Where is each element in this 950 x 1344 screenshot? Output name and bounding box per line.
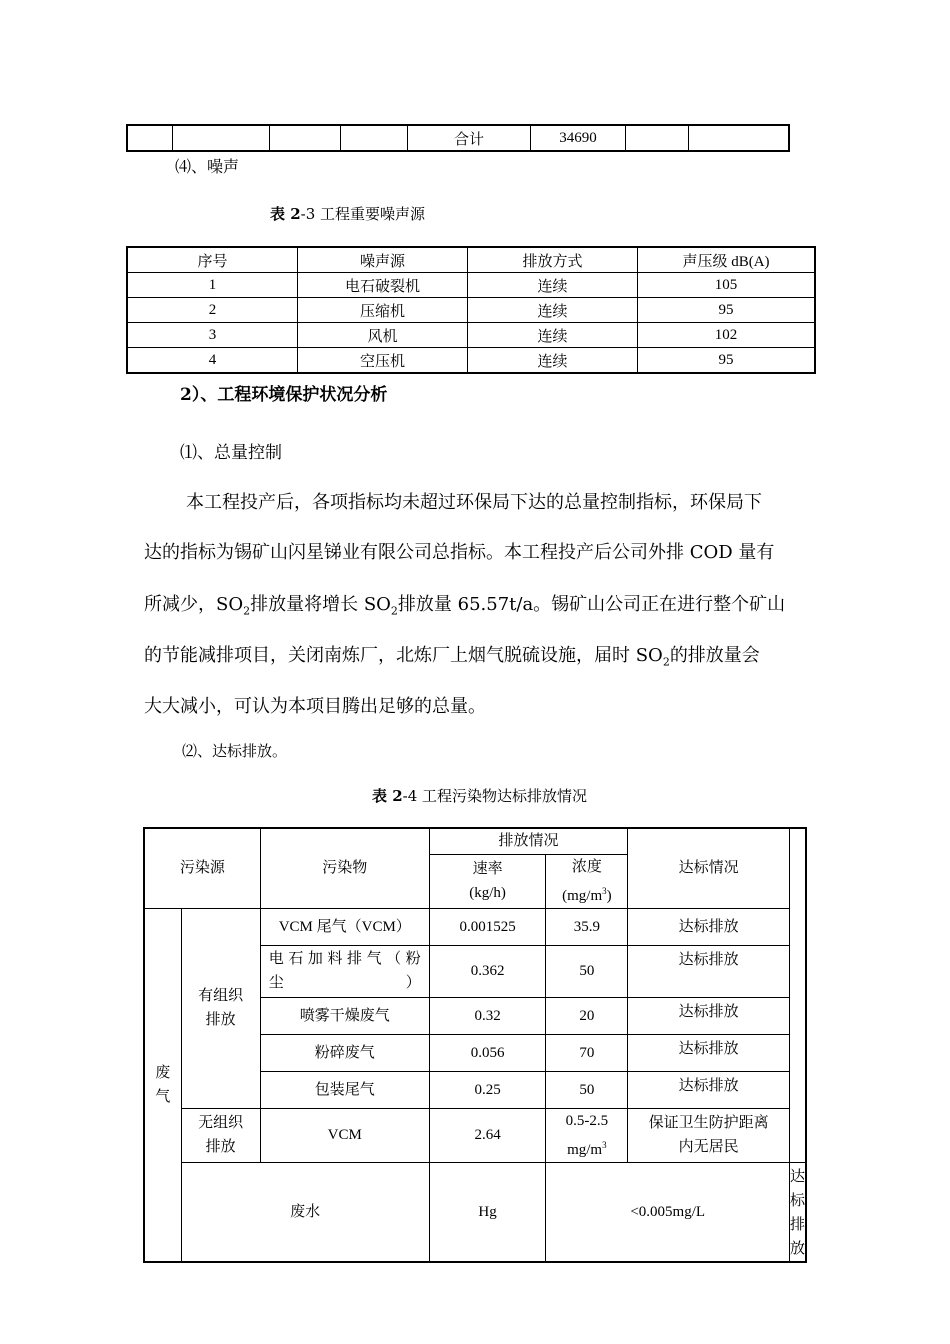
table-2-3-caption: 表 2-3 工程重要噪声源 — [270, 205, 426, 223]
table-cell: 喷雾干燥废气 — [260, 997, 429, 1034]
table-cell: 连续 — [468, 298, 638, 323]
header-cell: 声压级 dB(A) — [638, 247, 816, 273]
table-row — [144, 908, 806, 945]
table-row — [127, 298, 815, 323]
table-2-4-caption: 表 2-4 工程污染物达标排放情况 — [372, 787, 588, 805]
table-cell: 3 — [127, 323, 298, 348]
unorganized-cell: 无组织 排放 — [181, 1108, 260, 1162]
table-row — [127, 273, 815, 298]
table-cell: 空压机 — [298, 348, 468, 374]
table-cell: 连续 — [468, 273, 638, 298]
table-cell — [173, 125, 270, 151]
paragraph-line: 本工程投产后，各项指标均未超过环保局下达的总量控制指标，环保局下 — [186, 492, 762, 513]
table-cell: 50 — [546, 945, 628, 997]
table-cell: 达标排放 — [628, 1034, 790, 1071]
table-cell: 0.5-2.5 $mg/m^3$ — [546, 1108, 628, 1162]
table-header-row — [144, 828, 806, 854]
table-cell: 废水 — [181, 1162, 429, 1262]
table-cell: 达标排放 — [628, 945, 790, 997]
paragraph-line: 达的指标为锡矿山闪星锑业有限公司总指标。本工程投产后公司外排 COD 量有 — [144, 542, 775, 563]
table-cell: 达标排放 — [628, 1071, 790, 1108]
section-title: 2）、工程环境保护状况分析 — [180, 385, 388, 405]
table-cell: 电 石 加 料 排 气 （ 粉 尘） — [260, 945, 429, 997]
pollutant-compliance-table — [143, 827, 807, 1263]
table-cell: 2.64 — [429, 1108, 546, 1162]
table-cell: 粉碎废气 — [260, 1034, 429, 1071]
table-row — [144, 1108, 806, 1162]
table-cell — [689, 125, 790, 151]
organized-cell: 有组织 排放 — [181, 908, 260, 1108]
table-cell: 0.362 — [429, 945, 546, 997]
table-cell: 95 — [638, 298, 816, 323]
header-cell: 排放情况 — [429, 828, 628, 854]
table-cell: 风机 — [298, 323, 468, 348]
noise-heading: ⑷、噪声 — [175, 157, 240, 176]
table-cell: VCM — [260, 1108, 429, 1162]
table-cell: 连续 — [468, 323, 638, 348]
table-cell — [626, 125, 689, 151]
header-cell: 排放方式 — [468, 247, 638, 273]
table-cell: 0.25 — [429, 1071, 546, 1108]
table-cell: 20 — [546, 997, 628, 1034]
table-cell: 1 — [127, 273, 298, 298]
table-cell: 35.9 — [546, 908, 628, 945]
top-table — [126, 124, 790, 152]
table-cell: 保证卫生防护距离 内无居民 — [628, 1108, 790, 1162]
table-header-row — [127, 247, 815, 273]
table-cell: 达标排放 — [789, 1162, 806, 1262]
table-cell: <0.005mg/L — [546, 1162, 790, 1262]
table-row — [127, 323, 815, 348]
table-cell: 连续 — [468, 348, 638, 374]
header-cell: 速率 (kg/h) — [429, 854, 546, 908]
gas-cell: 废 气 — [144, 908, 181, 1262]
table-cell: 50 — [546, 1071, 628, 1108]
noise-source-table — [126, 246, 816, 374]
total-label: 合计 — [408, 125, 531, 151]
header-cell: 噪声源 — [298, 247, 468, 273]
table-cell: 达标排放 — [628, 908, 790, 945]
paragraph-line: 大大减小，可认为本项目腾出足够的总量。 — [144, 696, 486, 717]
header-cell: 序号 — [127, 247, 298, 273]
total-value: 34690 — [531, 125, 626, 151]
table-cell: 电石破裂机 — [298, 273, 468, 298]
header-cell: 达标情况 — [628, 828, 790, 908]
table-cell: 压缩机 — [298, 298, 468, 323]
subsection-total-control: ⑴、总量控制 — [180, 443, 282, 463]
paragraph-line: 所减少，$SO_2$排放量将增长 $SO_2$排放量 65.57t/a。锡矿山公司正在进行整个矿山 — [144, 594, 786, 618]
table-cell: 包装尾气 — [260, 1071, 429, 1108]
table-cell: 达标排放 — [628, 997, 790, 1034]
subsection-compliance: ⑵、达标排放。 — [182, 742, 288, 760]
table-cell: 70 — [546, 1034, 628, 1071]
table-cell: 2 — [127, 298, 298, 323]
table-cell — [341, 125, 408, 151]
table-cell: 95 — [638, 348, 816, 374]
table-cell: Hg — [429, 1162, 546, 1262]
table-cell: 0.32 — [429, 997, 546, 1034]
table-row — [127, 125, 789, 151]
table-row — [127, 348, 815, 374]
table-cell: 102 — [638, 323, 816, 348]
table-cell: 4 — [127, 348, 298, 374]
table-cell — [127, 125, 173, 151]
header-cell: 污染源 — [144, 828, 260, 908]
table-cell: 0.056 — [429, 1034, 546, 1071]
paragraph-line: 的节能减排项目，关闭南炼厂，北炼厂上烟气脱硫设施，届时 $SO_2$的排放量会 — [144, 645, 760, 669]
table-cell: 0.001525 — [429, 908, 546, 945]
header-cell: 污染物 — [260, 828, 429, 908]
header-cell: 浓度 $(mg/m^3)$ — [546, 854, 628, 908]
table-row — [144, 1162, 806, 1262]
table-cell: 105 — [638, 273, 816, 298]
table-cell — [270, 125, 341, 151]
table-cell: VCM 尾气（VCM） — [260, 908, 429, 945]
